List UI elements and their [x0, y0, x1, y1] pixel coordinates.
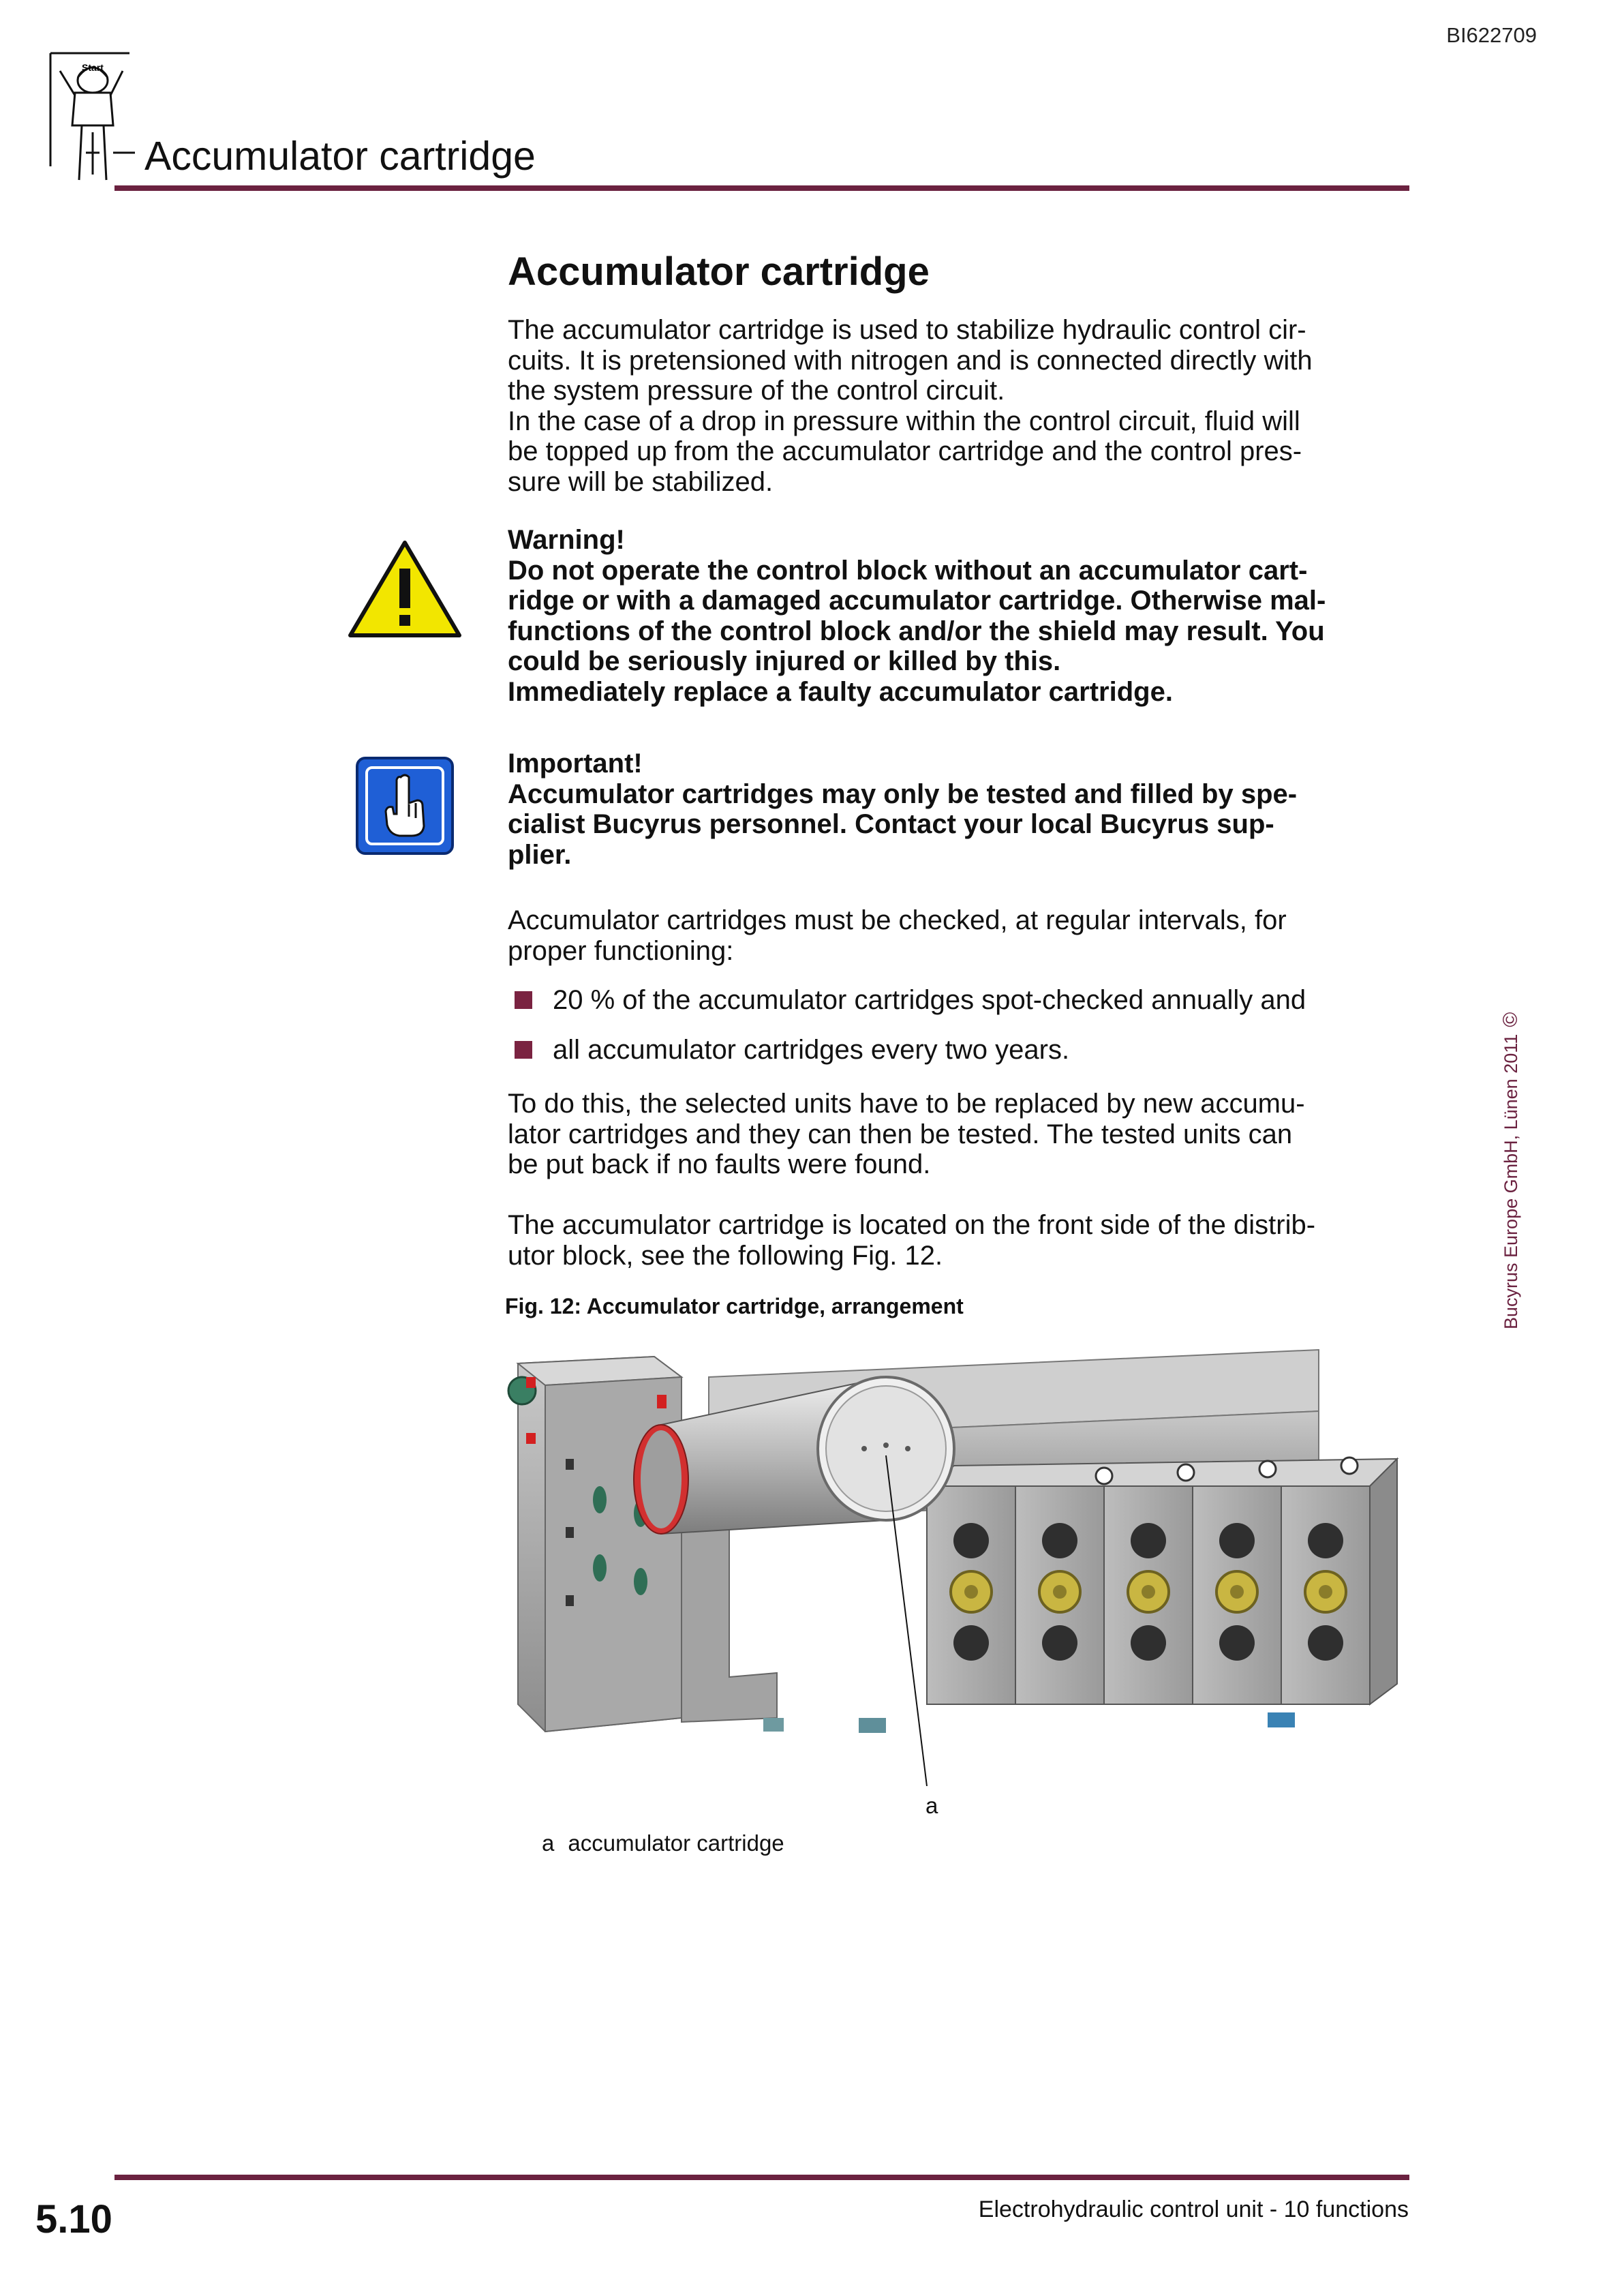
warning-line: ridge or with a damaged accumulator cartridge. Otherwise mal-	[508, 586, 1326, 616]
footer-title: Electrohydraulic control unit - 10 functions	[978, 2196, 1409, 2222]
start-person-icon	[48, 50, 135, 184]
square-bullet-icon	[515, 1041, 532, 1059]
intro-line: be topped up from the accumulator cartridge and the control pres-	[508, 436, 1302, 466]
section-title: Accumulator cartridge	[508, 250, 930, 294]
location-line: The accumulator cartridge is located on the front side of the distrib-	[508, 1210, 1316, 1240]
important-block	[508, 749, 1414, 870]
page-number: 5.10	[35, 2197, 112, 2241]
footer-rule	[114, 2175, 1409, 2180]
todo-paragraph	[508, 1089, 1414, 1180]
warning-line: could be seriously injured or killed by this.	[508, 646, 1061, 676]
warning-heading: Warning!	[508, 525, 625, 555]
important-line: cialist Bucyrus personnel. Contact your local Bucyrus sup-	[508, 809, 1274, 839]
list-item	[508, 1035, 1435, 1065]
intro-line: In the case of a drop in pressure within the control circuit, fluid will	[508, 406, 1300, 436]
bullet-list	[508, 985, 1435, 1085]
warning-line: Do not operate the control block without an accumulator cart-	[508, 555, 1308, 586]
warning-triangle-icon	[346, 539, 463, 639]
important-line: plier.	[508, 839, 572, 870]
todo-line: lator cartridges and they can then be tested. The tested units can	[508, 1119, 1293, 1149]
list-item-text: 20 % of the accumulator cartridges spot-checked annually and	[553, 984, 1306, 1015]
todo-line: To do this, the selected units have to be replaced by new accumu-	[508, 1089, 1305, 1119]
intro-paragraph	[508, 315, 1414, 497]
figure-legend	[542, 1830, 784, 1856]
document-id: BI622709	[1446, 23, 1537, 47]
start-label: Start	[82, 62, 104, 73]
control-block-figure	[504, 1336, 1418, 1786]
copyright-text: Bucyrus Europe GmbH, Lünen 2011	[1501, 1033, 1521, 1329]
copyright-symbol: ©	[1499, 1012, 1522, 1027]
important-line: Accumulator cartridges may only be tested and filled by spe-	[508, 779, 1298, 809]
intro-line: cuits. It is pretensioned with nitrogen and is connected directly with	[508, 345, 1313, 376]
warning-block	[508, 525, 1414, 707]
warning-line: functions of the control block and/or the shield may result. You	[508, 616, 1325, 646]
important-heading: Important!	[508, 749, 643, 779]
intro-line: The accumulator cartridge is used to stabilize hydraulic control cir-	[508, 315, 1306, 345]
header-rule	[114, 185, 1409, 191]
list-item-text: all accumulator cartridges every two years.	[553, 1034, 1070, 1065]
intro-line: sure will be stabilized.	[508, 466, 774, 497]
legend-key: a	[542, 1830, 555, 1856]
check-line: proper functioning:	[508, 935, 734, 966]
warning-line: Immediately replace a faulty accumulator cartridge.	[508, 676, 1173, 707]
callout-label: a	[925, 1793, 938, 1818]
intro-line: the system pressure of the control circuit.	[508, 376, 1005, 406]
copyright-note	[1499, 1012, 1522, 1329]
pointing-hand-icon	[354, 755, 455, 856]
legend-text: accumulator cartridge	[568, 1830, 784, 1856]
location-paragraph	[508, 1210, 1414, 1271]
valve-modules	[927, 1457, 1397, 1704]
check-line: Accumulator cartridges must be checked, at regular intervals, for	[508, 905, 1287, 935]
header-title: Accumulator cartridge	[144, 134, 536, 179]
square-bullet-icon	[515, 991, 532, 1009]
check-paragraph	[508, 905, 1414, 966]
figure-caption: Fig. 12: Accumulator cartridge, arrangement	[505, 1294, 964, 1318]
todo-line: be put back if no faults were found.	[508, 1149, 931, 1179]
location-line: utor block, see the following Fig. 12.	[508, 1240, 943, 1271]
list-item	[508, 985, 1435, 1015]
